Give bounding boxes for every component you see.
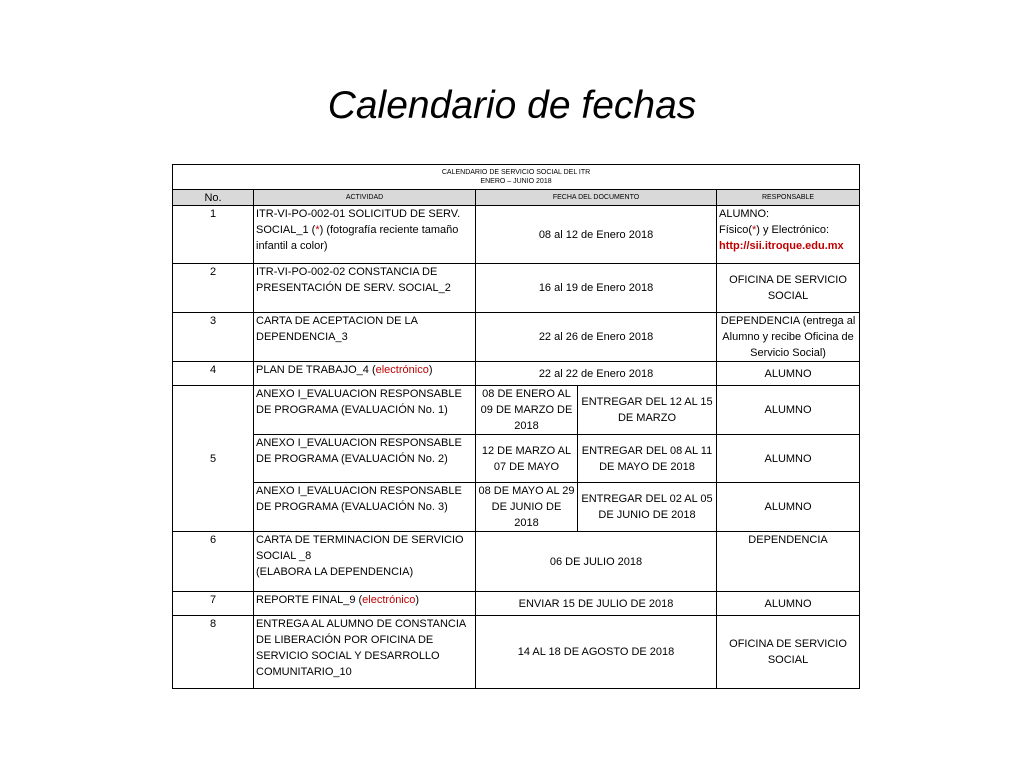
electronico-mark: electrónico [375, 364, 429, 376]
row-actividad: ANEXO I_EVALUACION RESPONSABLE DE PROGRAMA (EVALUACIÓN No. 3) [254, 483, 476, 532]
row-actividad: ANEXO I_EVALUACION RESPONSABLE DE PROGRAMA (EVALUACIÓN No. 1) [254, 386, 476, 435]
row-fecha: 08 DE MAYO AL 29 DE JUNIO DE 2018 [476, 483, 578, 532]
row-number: 8 [173, 616, 254, 689]
row-number: 7 [173, 592, 254, 616]
row-fecha: 08 al 12 de Enero 2018 [476, 206, 717, 264]
row-fecha: ENVIAR 15 DE JULIO DE 2018 [476, 592, 717, 616]
row-fecha: 14 AL 18 DE AGOSTO DE 2018 [476, 616, 717, 689]
row-number: 6 [173, 532, 254, 592]
actividad-text: REPORTE FINAL_9 ( [256, 594, 363, 606]
header-responsable: RESPONSABLE [717, 190, 860, 206]
row-responsable: ALUMNO [717, 386, 860, 435]
row-actividad [254, 206, 476, 264]
sii-link[interactable]: http://sii.itroque.edu.mx [719, 240, 844, 252]
actividad-line-1: CARTA DE TERMINACION DE SERVICIO SOCIAL _8 [256, 534, 464, 562]
electronico-mark: electrónico [362, 594, 416, 606]
row-responsable: DEPENDENCIA (entrega al Alumno y recibe Oficina de Servicio Social) [717, 313, 860, 362]
actividad-line-2: (ELABORA LA DEPENDENCIA) [256, 566, 414, 578]
page-title: Calendario de fechas [327, 84, 697, 127]
row-number: 1 [173, 206, 254, 264]
row-actividad [254, 362, 476, 386]
actividad-text: ITR-VI-PO-002-01 SOLICITUD DE SERV. SOCIAL_1 ( [256, 208, 461, 236]
table-caption [173, 165, 860, 190]
responsable-formato [719, 222, 857, 238]
row-number: 4 [173, 362, 254, 386]
row-actividad: CARTA DE ACEPTACION DE LA DEPENDENCIA_3 [254, 313, 476, 362]
row-fecha: 08 DE ENERO AL 09 DE MARZO DE 2018 [476, 386, 578, 435]
row-actividad [254, 532, 476, 592]
row-fecha: 22 al 26 de Enero 2018 [476, 313, 717, 362]
asterisk-mark: * [315, 224, 320, 236]
row-responsable: ALUMNO [717, 435, 860, 483]
row-number: 5 [173, 386, 254, 532]
row-responsable: OFICINA DE SERVICIO SOCIAL [717, 616, 860, 689]
row-number: 3 [173, 313, 254, 362]
actividad-text-post: ) [415, 594, 420, 606]
calendar-table [172, 164, 860, 689]
table-row [173, 206, 860, 264]
actividad-text-post: ) [428, 364, 433, 376]
table-row [173, 483, 860, 532]
row-responsable: DEPENDENCIA [717, 532, 860, 592]
row-responsable: ALUMNO [717, 483, 860, 532]
responsable-label: ALUMNO: [719, 208, 770, 220]
caption-line-1: CALENDARIO DE SERVICIO SOCIAL DEL ITR [441, 169, 591, 176]
actividad-text-post: ) (fotografía reciente tamaño infantil a color) [256, 224, 459, 252]
row-number: 2 [173, 264, 254, 313]
row-actividad [254, 592, 476, 616]
row-responsable: OFICINA DE SERVICIO SOCIAL [717, 264, 860, 313]
header-actividad: ACTIVIDAD [254, 190, 476, 206]
asterisk-mark: * [752, 224, 757, 236]
table-row [173, 386, 860, 435]
table-row [173, 264, 860, 313]
row-fecha: 06 DE JULIO 2018 [476, 532, 717, 592]
row-responsable [717, 206, 860, 264]
formato-post: ) y Electrónico: [756, 224, 830, 236]
actividad-text: PLAN DE TRABAJO_4 ( [256, 364, 376, 376]
row-entrega: ENTREGAR DEL 12 AL 15 DE MARZO [578, 386, 717, 435]
header-fecha: FECHA DEL DOCUMENTO [476, 190, 717, 206]
row-fecha: 16 al 19 de Enero 2018 [476, 264, 717, 313]
table-row [173, 532, 860, 592]
table-row [173, 435, 860, 483]
formato-pre: Físico( [719, 224, 752, 236]
row-responsable: ALUMNO [717, 592, 860, 616]
header-no: No. [173, 190, 254, 206]
row-entrega: ENTREGAR DEL 08 AL 11 DE MAYO DE 2018 [578, 435, 717, 483]
table-row [173, 313, 860, 362]
caption-line-2: ENERO – JUNIO 2018 [480, 178, 552, 185]
row-entrega: ENTREGAR DEL 02 AL 05 DE JUNIO DE 2018 [578, 483, 717, 532]
row-actividad: ITR-VI-PO-002-02 CONSTANCIA DE PRESENTACIÓN DE SERV. SOCIAL_2 [254, 264, 476, 313]
row-responsable: ALUMNO [717, 362, 860, 386]
table-row [173, 616, 860, 689]
row-actividad: ANEXO I_EVALUACION RESPONSABLE DE PROGRAMA (EVALUACIÓN No. 2) [254, 435, 476, 483]
row-fecha: 12 DE MARZO AL 07 DE MAYO [476, 435, 578, 483]
row-fecha: 22 al 22 de Enero 2018 [476, 362, 717, 386]
table-row [173, 592, 860, 616]
row-actividad: ENTREGA AL ALUMNO DE CONSTANCIA DE LIBERACIÓN POR OFICINA DE SERVICIO SOCIAL Y DESARROLLO COMUNITARIO_10 [254, 616, 476, 689]
table-row [173, 362, 860, 386]
